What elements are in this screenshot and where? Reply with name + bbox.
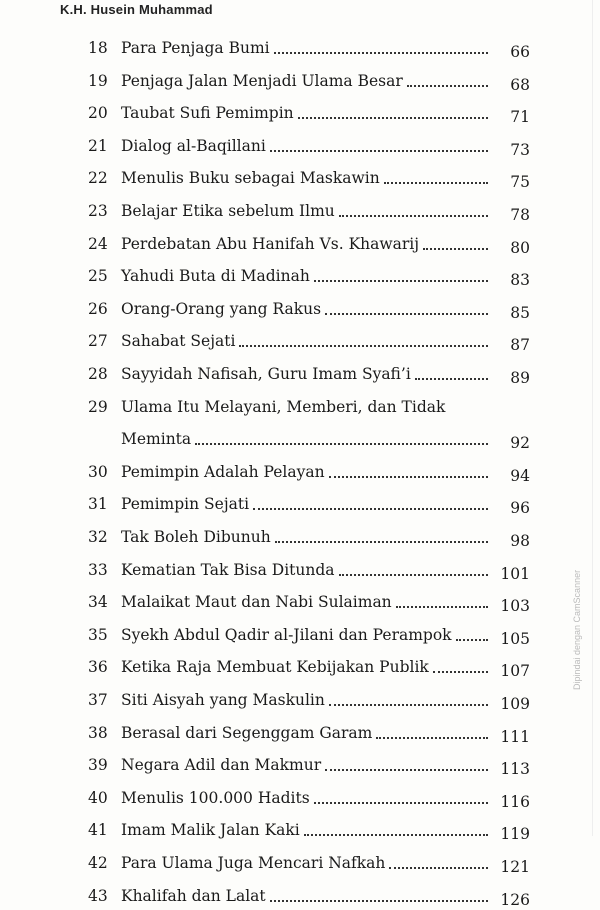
entry-title: Para Ulama Juga Mencari Nafkah <box>121 854 386 872</box>
entry-page-number: 71 <box>510 108 530 127</box>
leader-dots <box>423 248 488 250</box>
entry-page-number: 111 <box>500 727 530 746</box>
entry-number: 32 <box>88 528 108 546</box>
entry-title: Malaikat Maut dan Nabi Sulaiman <box>121 593 392 612</box>
leader-dots <box>253 508 488 510</box>
entry-title: Ulama Itu Melayani, Memberi, dan Tidak <box>121 397 446 416</box>
entry-title: Pemimpin Adalah Pelayan <box>121 462 325 481</box>
entry-page-number: 103 <box>500 597 530 616</box>
entry-title: Perdebatan Abu Hanifah Vs. Khawarij <box>121 234 420 253</box>
scanner-watermark: Dipindai dengan CamScanner <box>572 569 582 690</box>
entry-number: 23 <box>88 202 108 220</box>
leader-dots <box>239 345 488 347</box>
entry-page-number: 68 <box>510 75 530 94</box>
entry-number: 20 <box>88 104 108 123</box>
entry-title: Taubat Sufi Pemimpin <box>121 104 294 123</box>
page-edge <box>592 0 593 836</box>
leader-dots <box>274 52 488 54</box>
leader-dots <box>275 541 488 543</box>
entry-number: 21 <box>88 136 108 155</box>
entry-title: Sahabat Sejati <box>121 332 236 351</box>
entry-number: 43 <box>88 886 108 905</box>
entry-page-number: 126 <box>500 890 530 909</box>
entry-page-number: 83 <box>510 271 530 290</box>
entry-title: Belajar Etika sebelum Ilmu <box>121 202 335 220</box>
leader-dots <box>384 182 488 184</box>
entry-page-number: 101 <box>500 564 530 583</box>
entry-title: Orang-Orang yang Rakus <box>121 299 322 318</box>
entry-title: Ketika Raja Membuat Kebijakan Publik <box>121 658 429 677</box>
entry-page-number: 113 <box>500 760 530 779</box>
entry-title: Pemimpin Sejati <box>121 495 250 514</box>
entry-title: Siti Aisyah yang Maskulin <box>121 691 325 709</box>
entry-title: Penjaga Jalan Menjadi Ulama Besar <box>121 71 403 90</box>
entry-page-number: 92 <box>510 434 530 453</box>
entry-number: 35 <box>88 625 108 644</box>
entry-title: Sayyidah Nafisah, Guru Imam Syafi’i <box>121 365 411 383</box>
leader-dots <box>329 704 488 706</box>
leader-dots <box>314 280 488 282</box>
entry-title: Menulis Buku sebagai Maskawin <box>121 169 380 188</box>
entry-title: Menulis 100.000 Hadits <box>121 788 310 807</box>
leader-dots <box>270 900 488 902</box>
entry-number: 28 <box>88 365 108 383</box>
entry-page-number: 89 <box>510 369 530 387</box>
entry-title: Tak Boleh Dibunuh <box>121 528 271 546</box>
entry-number: 24 <box>88 234 108 253</box>
entry-number: 27 <box>88 332 108 351</box>
entry-number: 25 <box>88 267 108 286</box>
entry-number: 39 <box>88 756 108 775</box>
entry-page-number: 116 <box>500 792 530 811</box>
entry-number: 26 <box>88 299 108 318</box>
entry-page-number: 85 <box>510 303 530 322</box>
entry-page-number: 73 <box>510 140 530 159</box>
entry-page-number: 107 <box>500 662 530 681</box>
entry-number: 36 <box>88 658 108 677</box>
entry-page-number: 96 <box>510 499 530 518</box>
leader-dots <box>270 150 488 152</box>
entry-number: 18 <box>88 39 108 57</box>
leader-dots <box>376 737 488 739</box>
entry-page-number: 105 <box>500 629 530 648</box>
entry-page-number: 80 <box>510 238 530 257</box>
leader-dots <box>339 574 488 576</box>
entry-number: 37 <box>88 691 108 709</box>
entry-page-number: 109 <box>500 695 530 713</box>
leader-dots <box>339 215 488 217</box>
leader-dots <box>389 867 488 869</box>
entry-title: Yahudi Buta di Madinah <box>121 267 310 286</box>
leader-dots <box>396 606 488 608</box>
entry-page-number: 119 <box>500 825 530 844</box>
entry-title: Kematian Tak Bisa Ditunda <box>121 560 335 579</box>
leader-dots <box>407 85 488 87</box>
leader-dots <box>314 802 488 804</box>
entry-title: Para Penjaga Bumi <box>121 39 270 57</box>
leader-dots <box>325 769 488 771</box>
entry-title: Syekh Abdul Qadir al-Jilani dan Perampok <box>121 625 452 644</box>
leader-dots <box>304 834 488 836</box>
entry-number: 34 <box>88 593 108 612</box>
leader-dots <box>415 378 488 380</box>
entry-number: 19 <box>88 71 108 90</box>
entry-number: 40 <box>88 788 108 807</box>
entry-page-number: 94 <box>510 466 530 485</box>
entry-page-number: 75 <box>510 173 530 192</box>
leader-dots <box>298 117 488 119</box>
entry-title: Imam Malik Jalan Kaki <box>121 821 300 840</box>
leader-dots <box>325 313 488 315</box>
entry-page-number: 66 <box>510 43 530 61</box>
running-head: K.H. Husein Muhammad <box>60 2 213 17</box>
entry-title: Negara Adil dan Makmur <box>121 756 322 775</box>
entry-number: 29 <box>88 397 108 416</box>
entry-number: 33 <box>88 560 108 579</box>
entry-page-number: 98 <box>510 532 530 550</box>
entry-number: 38 <box>88 723 108 742</box>
entry-page-number: 121 <box>500 858 530 876</box>
leader-dots <box>329 476 488 478</box>
entry-title-continued: Meminta <box>121 430 192 449</box>
entry-number: 42 <box>88 854 108 872</box>
entry-number: 31 <box>88 495 108 514</box>
entry-page-number: 87 <box>510 336 530 355</box>
entry-number: 22 <box>88 169 108 188</box>
entry-title: Khalifah dan Lalat <box>121 886 266 905</box>
entry-title: Dialog al-Baqillani <box>121 136 266 155</box>
leader-dots <box>195 443 488 445</box>
entry-page-number: 78 <box>510 206 530 224</box>
entry-number: 30 <box>88 462 108 481</box>
entry-title: Berasal dari Segenggam Garam <box>121 723 373 742</box>
entry-number: 41 <box>88 821 108 840</box>
